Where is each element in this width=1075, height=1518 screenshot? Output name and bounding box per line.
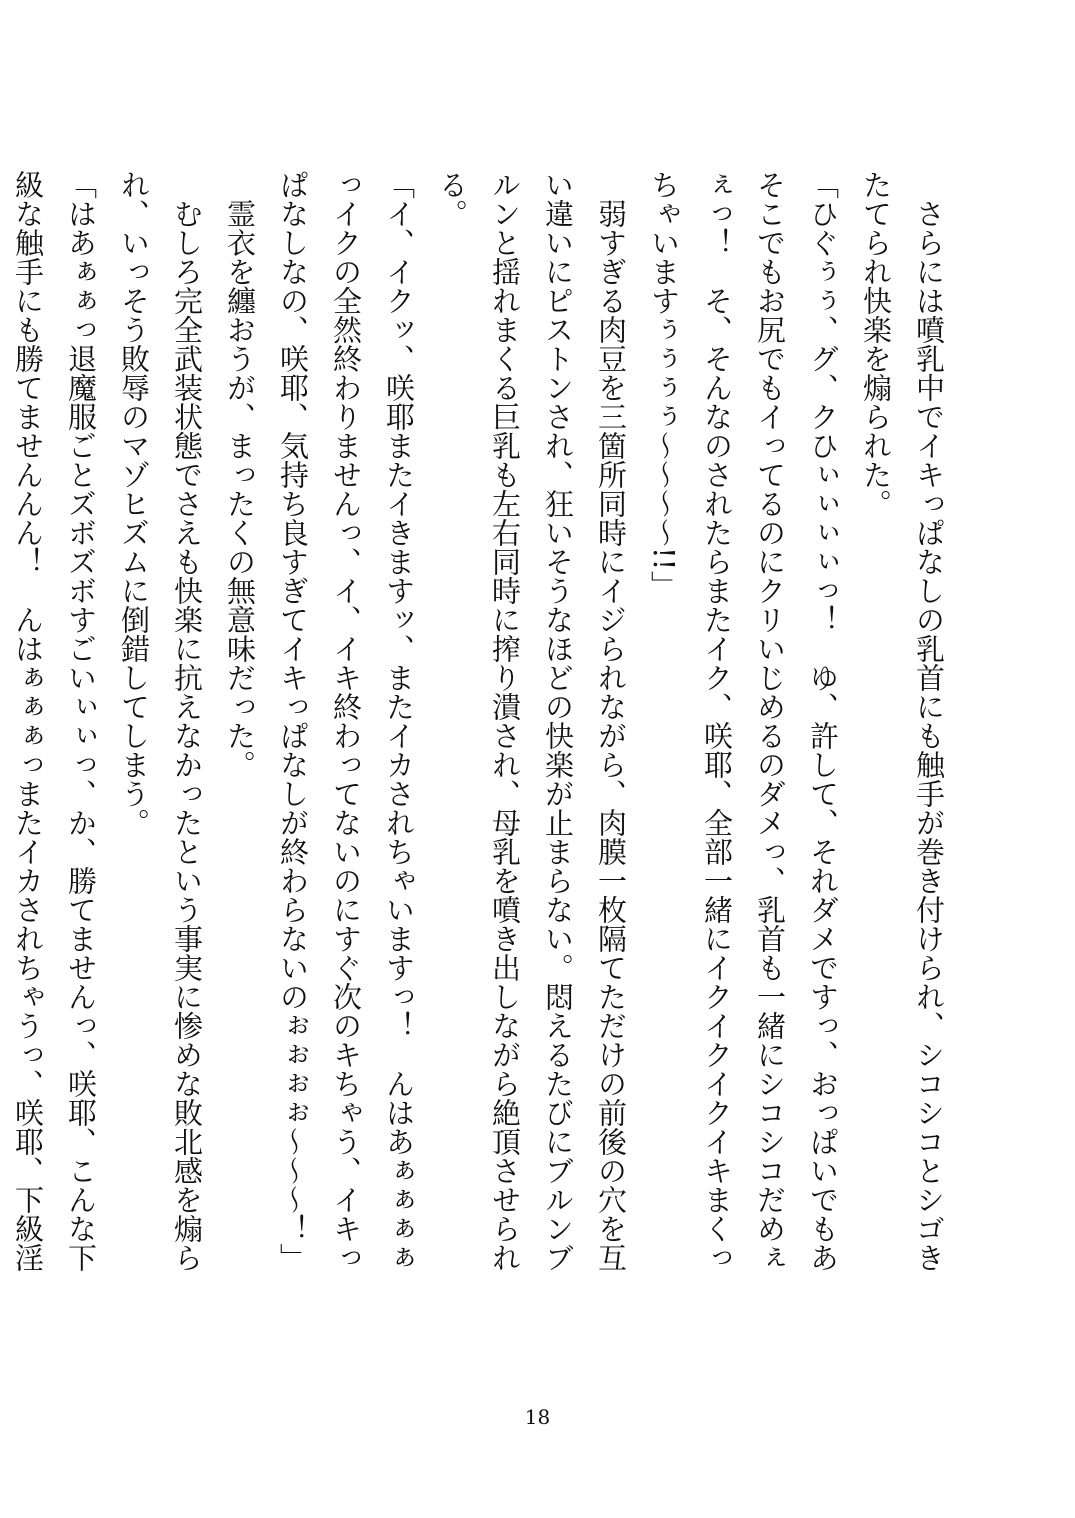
paragraph: 弱すぎる肉豆を三箇所同時にイジられながら、肉膜一枚隔てただけの前後の穴を互い違いにピストンされ、狂いそうなほどの快楽が止まらない。悶えるたびにブルンブルンと揺れまくる巨乳も左右同時に搾り潰され、母乳を噴き出しながら絶頂させられる。	[435, 170, 628, 1272]
dialogue-paragraph: 「はあぁぁっ退魔服ごとズボズボすごいぃぃっ、か、勝てませんっ、咲耶、こんな下級な触手にも勝てませんんん！ んはぁぁぁっまたイカされちゃうっ、咲耶、下級淫	[11, 170, 98, 1272]
paragraph: むしろ完全武装状態でさえも快楽に抗えなかったという事実に惨めな敗北感を煽られ、いっそう敗辱のマゾヒズムに倒錯してしまう。	[117, 170, 204, 1272]
paragraph: 霊衣を纏おうが、まったくの無意味だった。	[223, 199, 257, 779]
dialogue-paragraph: 「イ、イクッ、咲耶またイきますッ、またイカされちゃいますっ！ んはあぁぁぁぁっイクの全然終わりませんっ、イ、イキ終わってないのにすぐ次のキちゃう、イキっぱなしなの、咲耶、気持ち良すぎてイキっぱなしが終わらないのぉぉぉぉ〜〜〜！」	[276, 170, 416, 1272]
vertical-text-body	[11, 170, 955, 1300]
paragraph: さらには噴乳中でイキっぱなしの乳首にも触手が巻き付けられ、シコシコとシゴきたてられ快楽を煽られた。	[859, 170, 946, 1272]
dialogue-paragraph: 「ひぐぅぅ、グ、クひぃぃぃぃっ！ ゆ、許して、それダメですっ、おっぱいでもあそこでもお尻でもイってるのにクリいじめるのダメっ、乳首も一緒にシコシコだめぇぇっ！ そ、そんなのされたらまたイク、咲耶、全部一緒にイクイクイクイキまくっちゃいますぅぅぅぅ〜〜〜〜!!」	[647, 170, 840, 1272]
page-number: 18	[524, 1405, 551, 1429]
